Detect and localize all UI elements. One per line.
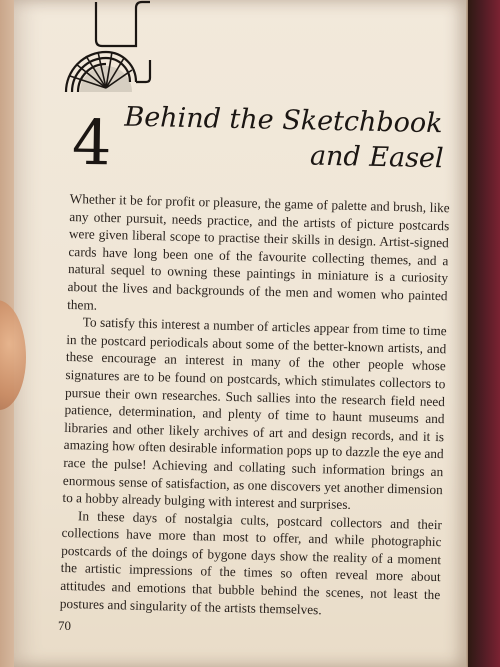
art-deco-ornament xyxy=(60,0,152,92)
page-number: 70 xyxy=(58,618,71,633)
chapter-title xyxy=(123,101,450,177)
book-edge xyxy=(468,0,500,667)
paragraph-2: To satisfy this interest a number of articles appear from time to time in the postcard periodicals about some of the better-known artists, and these encourage an interest in many of the other people whose signatures are to be found on postcards, which stimulates collectors to pursue their own researches. Such sallies into the research field need patience, determination, and plenty of time to haunt museums and libraries and other likely archives of art and design records, and it is amazing how often desirable information pops up to dazzle the eye and race the pulse! Achieving and collating such information brings an enormous sense of satisfaction, as one discovers yet another dimension to a hobby already bulging with interest and surprises. xyxy=(62,314,447,513)
chapter-number: 4 xyxy=(71,105,112,180)
chapter-title-line-2: and Easel xyxy=(309,140,444,174)
paragraph-1: Whether it be for profit or pleasure, the game of palette and brush, like any other pursuit, needs practice, and the artists of picture postcards were given liberal scope to practise their skills in design. Artist-signed cards have long been one of the favourite collecting themes, and a natural sequel to owning these paintings in miniature is a curiosity about the lives and backgrounds of the men and women who painted them. xyxy=(67,190,450,313)
paragraph-3: In these days of nostalgia cults, postcard collectors and their collections have more than most to offer, and while photographic postcards of the doings of bygone days show the reality of a moment the artistic impressions of the times so often reveal more about attitudes and emotions that bubble behind the scenes, not least the postures and singularity of the artists themselves. xyxy=(59,507,443,617)
chapter-title-line-1: Behind the Sketchbook xyxy=(124,101,443,140)
book-page xyxy=(14,0,466,667)
body-text xyxy=(60,190,450,621)
